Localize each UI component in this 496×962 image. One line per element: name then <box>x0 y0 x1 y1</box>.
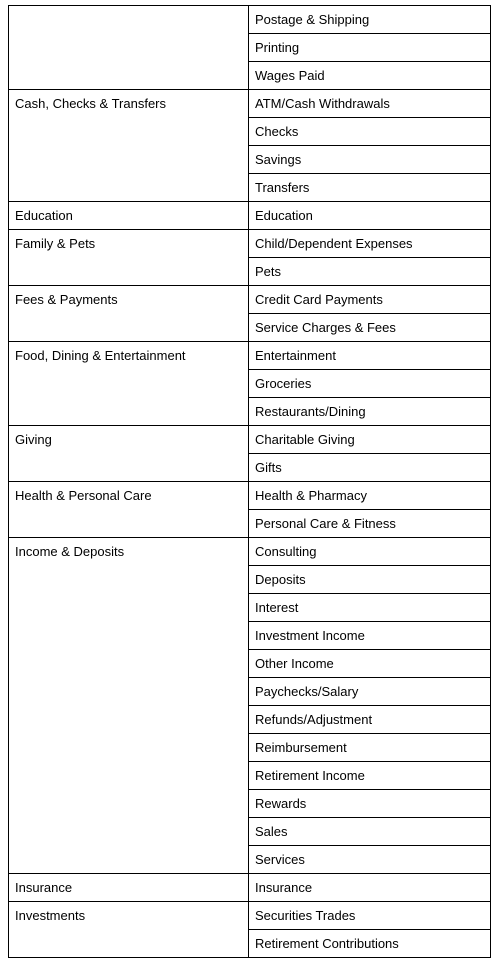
category-cell: Food, Dining & Entertainment <box>9 342 249 426</box>
category-cell: Investments <box>9 902 249 958</box>
subcategory-cell: Checks <box>249 118 491 146</box>
subcategory-cell: Personal Care & Fitness <box>249 510 491 538</box>
subcategory-cell: Health & Pharmacy <box>249 482 491 510</box>
subcategory-cell: Services <box>249 846 491 874</box>
table-row <box>9 902 491 930</box>
subcategory-cell: Savings <box>249 146 491 174</box>
category-cell: Giving <box>9 426 249 482</box>
category-cell: Health & Personal Care <box>9 482 249 538</box>
subcategory-cell: Gifts <box>249 454 491 482</box>
subcategory-cell: Paychecks/Salary <box>249 678 491 706</box>
table-row <box>9 342 491 370</box>
subcategory-cell: Credit Card Payments <box>249 286 491 314</box>
table-row <box>9 426 491 454</box>
subcategory-cell: Printing <box>249 34 491 62</box>
category-table-body <box>9 6 491 958</box>
subcategory-cell: ATM/Cash Withdrawals <box>249 90 491 118</box>
subcategory-cell: Interest <box>249 594 491 622</box>
subcategory-cell: Reimbursement <box>249 734 491 762</box>
subcategory-cell: Retirement Contributions <box>249 930 491 958</box>
table-row <box>9 230 491 258</box>
subcategory-cell: Other Income <box>249 650 491 678</box>
subcategory-cell: Postage & Shipping <box>249 6 491 34</box>
table-row <box>9 90 491 118</box>
table-row <box>9 874 491 902</box>
subcategory-cell: Rewards <box>249 790 491 818</box>
subcategory-cell: Investment Income <box>249 622 491 650</box>
subcategory-cell: Securities Trades <box>249 902 491 930</box>
subcategory-cell: Wages Paid <box>249 62 491 90</box>
table-row <box>9 6 491 34</box>
category-cell: Income & Deposits <box>9 538 249 874</box>
subcategory-cell: Refunds/Adjustment <box>249 706 491 734</box>
subcategory-cell: Pets <box>249 258 491 286</box>
category-cell: Fees & Payments <box>9 286 249 342</box>
table-row <box>9 538 491 566</box>
subcategory-cell: Groceries <box>249 370 491 398</box>
category-cell: Insurance <box>9 874 249 902</box>
subcategory-cell: Deposits <box>249 566 491 594</box>
subcategory-cell: Child/Dependent Expenses <box>249 230 491 258</box>
subcategory-cell: Entertainment <box>249 342 491 370</box>
table-row <box>9 202 491 230</box>
subcategory-cell: Transfers <box>249 174 491 202</box>
subcategory-cell: Education <box>249 202 491 230</box>
category-table <box>8 5 491 958</box>
subcategory-cell: Retirement Income <box>249 762 491 790</box>
subcategory-cell: Charitable Giving <box>249 426 491 454</box>
category-cell <box>9 6 249 90</box>
category-cell: Family & Pets <box>9 230 249 286</box>
table-row <box>9 482 491 510</box>
table-row <box>9 286 491 314</box>
subcategory-cell: Restaurants/Dining <box>249 398 491 426</box>
subcategory-cell: Insurance <box>249 874 491 902</box>
subcategory-cell: Consulting <box>249 538 491 566</box>
subcategory-cell: Sales <box>249 818 491 846</box>
subcategory-cell: Service Charges & Fees <box>249 314 491 342</box>
category-cell: Cash, Checks & Transfers <box>9 90 249 202</box>
category-cell: Education <box>9 202 249 230</box>
